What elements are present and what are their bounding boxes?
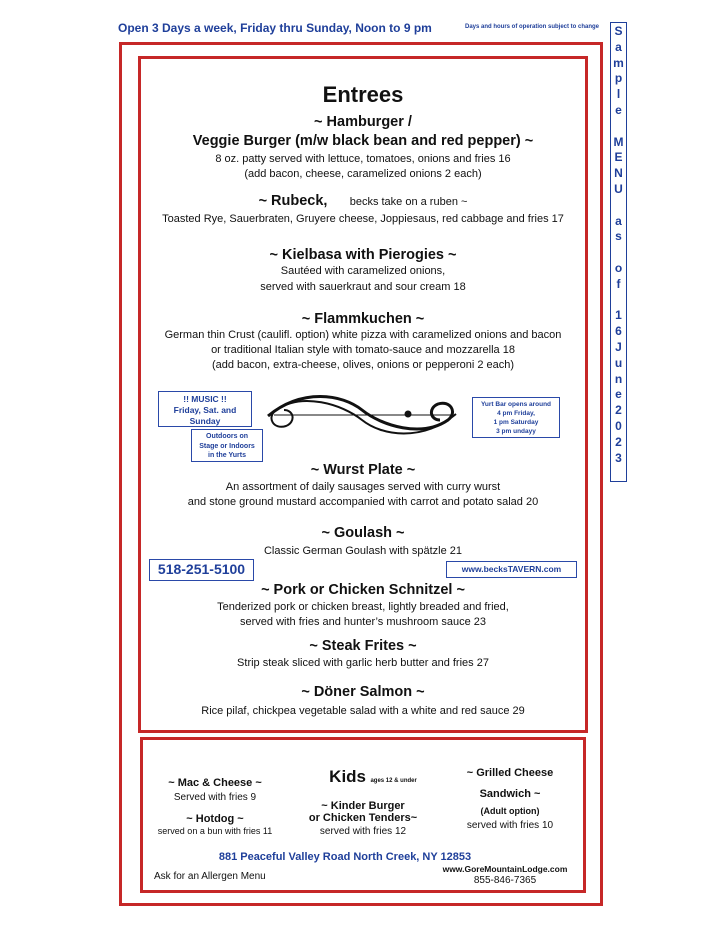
side-label-letter: 0 (615, 419, 622, 433)
flammkuchen-desc-2: or traditional Italian style with tomato-sauce and mozzarella 18 (211, 344, 515, 356)
stage-note-line-2: Stage or Indoors (199, 442, 255, 450)
phone-number[interactable]: 518-251-5100 (149, 559, 254, 581)
side-label-letter: e (615, 103, 622, 117)
kids-subtitle: ages 12 & under (370, 778, 417, 784)
kinder-burger-title: ~ Kinder Burger (321, 800, 405, 812)
mac-cheese-title: ~ Mac & Cheese ~ (168, 777, 262, 789)
rubeck-heading (140, 192, 586, 210)
grilled-cheese-option: (Adult option) (480, 806, 540, 816)
kids-heading (308, 767, 438, 787)
website-link[interactable]: www.becksTAVERN.com (446, 561, 577, 578)
side-label-letter: E (614, 150, 623, 165)
hamburger-addons: (add bacon, cheese, caramelized onions 2 each) (244, 168, 482, 180)
grilled-cheese-desc: served with fries 10 (466, 820, 554, 831)
address: 881 Peaceful Valley Road North Creek, NY 12853 (218, 851, 472, 863)
grilled-cheese-title: ~ Grilled Cheese (466, 767, 554, 779)
kids-title: Kids (329, 767, 367, 786)
allergen-note: Ask for an Allergen Menu (154, 871, 266, 882)
grilled-cheese-title-2: Sandwich ~ (479, 788, 541, 800)
stage-note (191, 429, 263, 462)
kielbasa-desc-1: Sautéed with caramelized onions, (280, 265, 446, 277)
goulash-desc: Classic German Goulash with spätzle 21 (263, 545, 463, 557)
side-label-letter: o (614, 261, 623, 275)
side-label-letter: u (614, 355, 623, 370)
hours-text: Open 3 Days a week, Friday thru Sunday, Noon to 9 pm (118, 21, 432, 35)
side-label-letter: 2 (615, 403, 622, 418)
hamburger-desc: 8 oz. patty served with lettuce, tomatoes, onions and fries 16 (215, 153, 511, 165)
lodge-phone: 855-846-7365 (473, 875, 537, 886)
hotdog-title: ~ Hotdog ~ (186, 813, 244, 825)
chicken-tenders-title: or Chicken Tenders~ (308, 812, 418, 824)
side-label-letter: 3 (615, 450, 622, 465)
side-label-letter: J (615, 340, 622, 354)
rubeck-subtitle: becks take on a ruben ~ (349, 196, 468, 208)
side-label-letter: U (614, 182, 623, 196)
yurt-note-line-4: 3 pm undayy (496, 428, 536, 435)
side-label-letter: 1 (615, 308, 622, 323)
side-label-letter: l (616, 87, 621, 102)
side-label-letter: s (615, 229, 622, 244)
schnitzel-desc-2: served with fries and hunter’s mushroom sauce 23 (240, 616, 486, 628)
flourish-ornament (262, 386, 462, 444)
salmon-title: ~ Döner Salmon ~ (301, 684, 425, 700)
hamburger-title: ~ Hamburger / (314, 114, 412, 130)
side-label-letter: a (615, 213, 622, 228)
steak-desc: Strip steak sliced with garlic herb butter and fries 27 (237, 657, 489, 669)
side-label-letter: 2 (615, 434, 622, 449)
kielbasa-title: ~ Kielbasa with Pierogies ~ (269, 247, 457, 263)
yurt-note-line-1: Yurt Bar opens around (480, 401, 552, 408)
salmon-desc: Rice pilaf, chickpea vegetable salad with a white and red sauce 29 (201, 705, 525, 717)
wurst-title: ~ Wurst Plate ~ (310, 462, 416, 478)
side-label-letter: f (616, 276, 621, 291)
side-label-letter: M (613, 134, 624, 149)
side-label-letter: e (615, 387, 622, 402)
goulash-title: ~ Goulash ~ (321, 525, 405, 541)
wurst-desc-1: An assortment of daily sausages served with curry wurst (225, 481, 501, 493)
side-label-letter: N (614, 166, 623, 181)
rubeck-desc: Toasted Rye, Sauerbraten, Gruyere cheese, Joppiesaus, red cabbage and fries 17 (162, 213, 564, 225)
veggie-burger-title: Veggie Burger (m/w black bean and red pepper) ~ (192, 133, 534, 149)
music-note (158, 391, 252, 427)
rubeck-title: ~ Rubeck, (258, 193, 328, 209)
stage-note-line-1: Outdoors on (206, 433, 248, 440)
side-label-letter: p (614, 71, 623, 86)
side-label-letter: n (614, 371, 623, 386)
music-note-line-2: Friday, Sat. and (173, 405, 237, 415)
lodge-website[interactable]: www.GoreMountainLodge.com (442, 864, 568, 874)
music-note-line-3: Sunday (189, 416, 221, 426)
yurt-note-line-3: 1 pm Saturday (493, 419, 539, 426)
hotdog-desc: served on a bun with fries 11 (157, 826, 273, 836)
side-label-letter: m (613, 55, 624, 70)
wurst-desc-2: and stone ground mustard accompanied with carrot and potato salad 20 (187, 496, 539, 508)
schnitzel-desc-1: Tenderized pork or chicken breast, lightly breaded and fried, (217, 601, 509, 613)
side-label-letter: a (615, 39, 622, 54)
yurt-bar-note (472, 397, 560, 438)
stage-note-line-3: in the Yurts (208, 452, 246, 459)
yurt-note-line-2: 4 pm Friday, (497, 410, 535, 417)
steak-title: ~ Steak Frites ~ (309, 638, 417, 654)
kielbasa-desc-2: served with sauerkraut and sour cream 18 (260, 281, 466, 293)
sample-menu-side-label (610, 22, 627, 482)
hours-disclaimer: Days and hours of operation subject to change (465, 24, 600, 30)
kinder-burger-desc: served with fries 12 (319, 826, 407, 837)
flammkuchen-desc-1: German thin Crust (caulifl. option) white pizza with caramelized onions and bacon (164, 329, 562, 341)
side-label-letter: 6 (615, 324, 622, 339)
music-note-line-1: !! MUSIC !! (183, 394, 227, 404)
flammkuchen-desc-3: (add bacon, extra-cheese, olives, onions or pepperoni 2 each) (211, 359, 515, 371)
page-title: Entrees (322, 82, 404, 107)
mac-cheese-desc: Served with fries 9 (173, 792, 257, 803)
flammkuchen-title: ~ Flammkuchen ~ (301, 311, 425, 327)
schnitzel-title: ~ Pork or Chicken Schnitzel ~ (261, 582, 465, 598)
side-label-letter: S (614, 24, 623, 38)
